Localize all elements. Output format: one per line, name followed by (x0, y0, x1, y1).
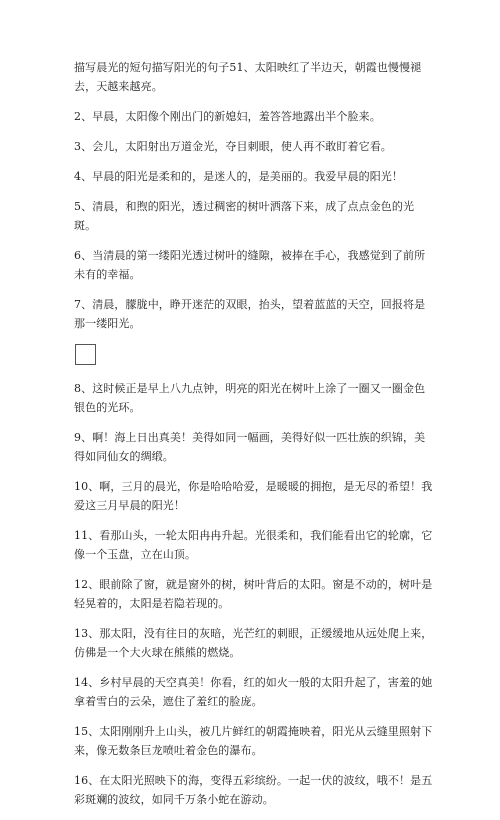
paragraph: 7、清晨，朦胧中，睁开迷茫的双眼，抬头，望着蓝蓝的天空，回报将是那一缕阳光。 (74, 298, 426, 330)
paragraph: 9、啊！海上日出真美！美得如同一幅画，美得好似一匹壮族的织锦，美得如同仙女的绸缎。 (74, 431, 426, 463)
paragraph: 4、早晨的阳光是柔和的，是迷人的，是美丽的。我爱早晨的阳光！ (74, 170, 403, 183)
paragraph: 10、啊，三月的晨光，你是哈哈哈爱，是暖暖的拥抱，是无尽的希望！我爱这三月早晨的阳光！ (74, 480, 433, 512)
image-placeholder-box (75, 344, 96, 365)
document-page (74, 58, 434, 820)
paragraph: 2、早晨，太阳像个刚出门的新媳妇，羞答答地露出半个脸来。 (74, 110, 381, 123)
paragraph: 11、看那山头，一轮太阳冉冉升起。光很柔和，我们能看出它的轮廓，它像一个玉盘，立在山顶。 (74, 529, 433, 561)
paragraph: 13、那太阳，没有往日的灰暗，光芒红的刺眼，正缓缓地从远处爬上来，仿佛是一个大火球在熊熊的燃烧。 (74, 627, 433, 659)
paragraph: 描写晨光的短句描写阳光的句子51、太阳映红了半边天，朝霞也慢慢褪去，天越来越亮。 (74, 61, 422, 93)
paragraph: 8、这时候正是早上八九点钟，明亮的阳光在树叶上涂了一圈又一圈金色银色的光环。 (74, 382, 426, 414)
paragraph: 3、会儿，太阳射出万道金光，夺目刺眼，使人再不敢盯着它看。 (74, 140, 392, 153)
paragraph: 6、当清晨的第一缕阳光透过树叶的缝隙，被捧在手心，我感觉到了前所未有的幸福。 (74, 249, 426, 281)
paragraph: 14、乡村早晨的天空真美！你看，红的如火一般的太阳升起了，害羞的她拿着雪白的云朵，遮住了羞红的脸庞。 (74, 676, 433, 708)
paragraph: 5、清晨，和煦的阳光，透过稠密的树叶洒落下来，成了点点金色的光斑。 (74, 200, 415, 232)
paragraph: 15、太阳刚刚升上山头，被几片鲜红的朝霞掩映着，阳光从云缝里照射下来，像无数条巨龙喷吐着金色的瀑布。 (74, 725, 433, 757)
paragraph: 12、眼前除了窗，就是窗外的树，树叶背后的太阳。窗是不动的，树叶是轻晃着的，太阳是若隐若现的。 (74, 578, 433, 610)
paragraph: 16、在太阳光照映下的海，变得五彩缤纷。一起一伏的波纹，哦不！是五彩斑斓的波纹，如同千万条小蛇在游动。 (74, 774, 433, 806)
